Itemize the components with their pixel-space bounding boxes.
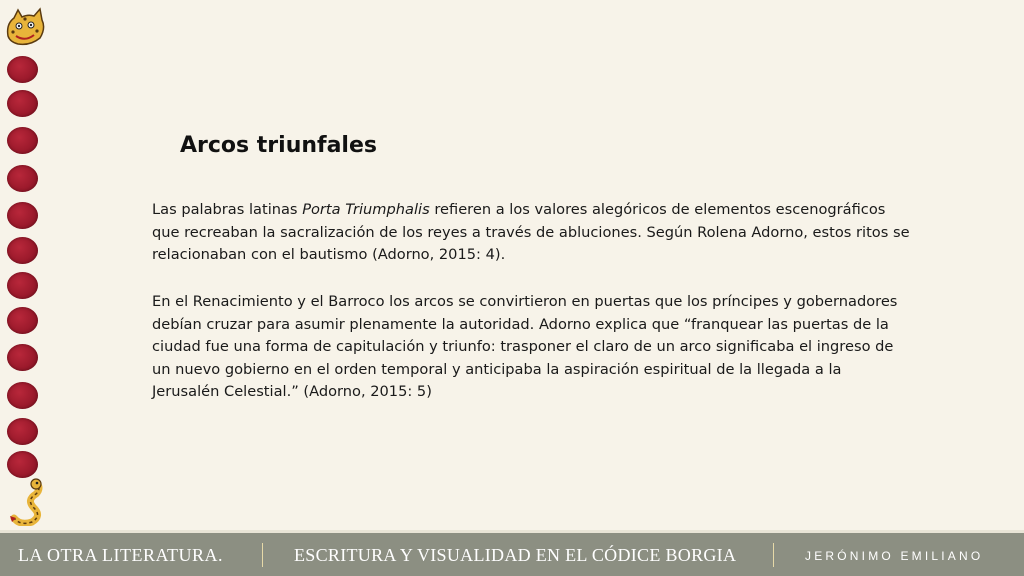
codex-dot bbox=[7, 272, 38, 299]
footer-bar bbox=[0, 530, 1024, 576]
codex-dot bbox=[7, 451, 38, 478]
footer-divider bbox=[773, 543, 774, 567]
codex-dot bbox=[7, 202, 38, 229]
footer-divider bbox=[262, 543, 263, 567]
codex-dot bbox=[7, 56, 38, 83]
serpent-icon bbox=[6, 478, 46, 526]
codex-dot bbox=[7, 382, 38, 409]
codex-dot bbox=[7, 127, 38, 154]
slide-title: Arcos triunfales bbox=[180, 133, 377, 158]
footer-course-title: ESCRITURA Y VISUALIDAD EN EL CÓDICE BORGIA bbox=[294, 545, 737, 565]
footer-series-title: LA OTRA LITERATURA. bbox=[18, 545, 223, 565]
paragraph-2: En el Renacimiento y el Barroco los arcos se convirtieron en puertas que los príncipes y gobernadores debían cruzar para asumir plenamente la autoridad. Adorno explica que “franquear las puertas de la ciudad fue una forma de capitulación y triunfo: trasponer el claro de un arco significaba el ingreso de un nuevo gobierno en el orden temporal y anticipaba la aspiración espiritual de la llegada a la Jerusalén Celestial.” (Adorno, 2015: 5) bbox=[152, 293, 898, 400]
jaguar-icon bbox=[4, 6, 46, 48]
codex-dot bbox=[7, 307, 38, 334]
codex-dot bbox=[7, 418, 38, 445]
codex-dot bbox=[7, 237, 38, 264]
paragraph-1 bbox=[152, 199, 912, 267]
paragraph-1-text: Las palabras latinas bbox=[152, 201, 303, 218]
codex-dot bbox=[7, 165, 38, 192]
footer-author: JERÓNIMO EMILIANO bbox=[805, 549, 984, 563]
codex-dot bbox=[7, 344, 38, 371]
codex-border bbox=[0, 0, 52, 530]
codex-dot bbox=[7, 90, 38, 117]
paragraph-1-italic: Porta Triumphalis bbox=[302, 201, 430, 218]
paragraph-1-text-continued: refieren a los valores alegóricos de elementos escenográficos que recreaban la sacralización de los reyes a través de abluciones. Según Rolena Adorno, estos ritos se relacionaban con el bautismo (Adorno, 2015: 4). bbox=[152, 201, 910, 263]
